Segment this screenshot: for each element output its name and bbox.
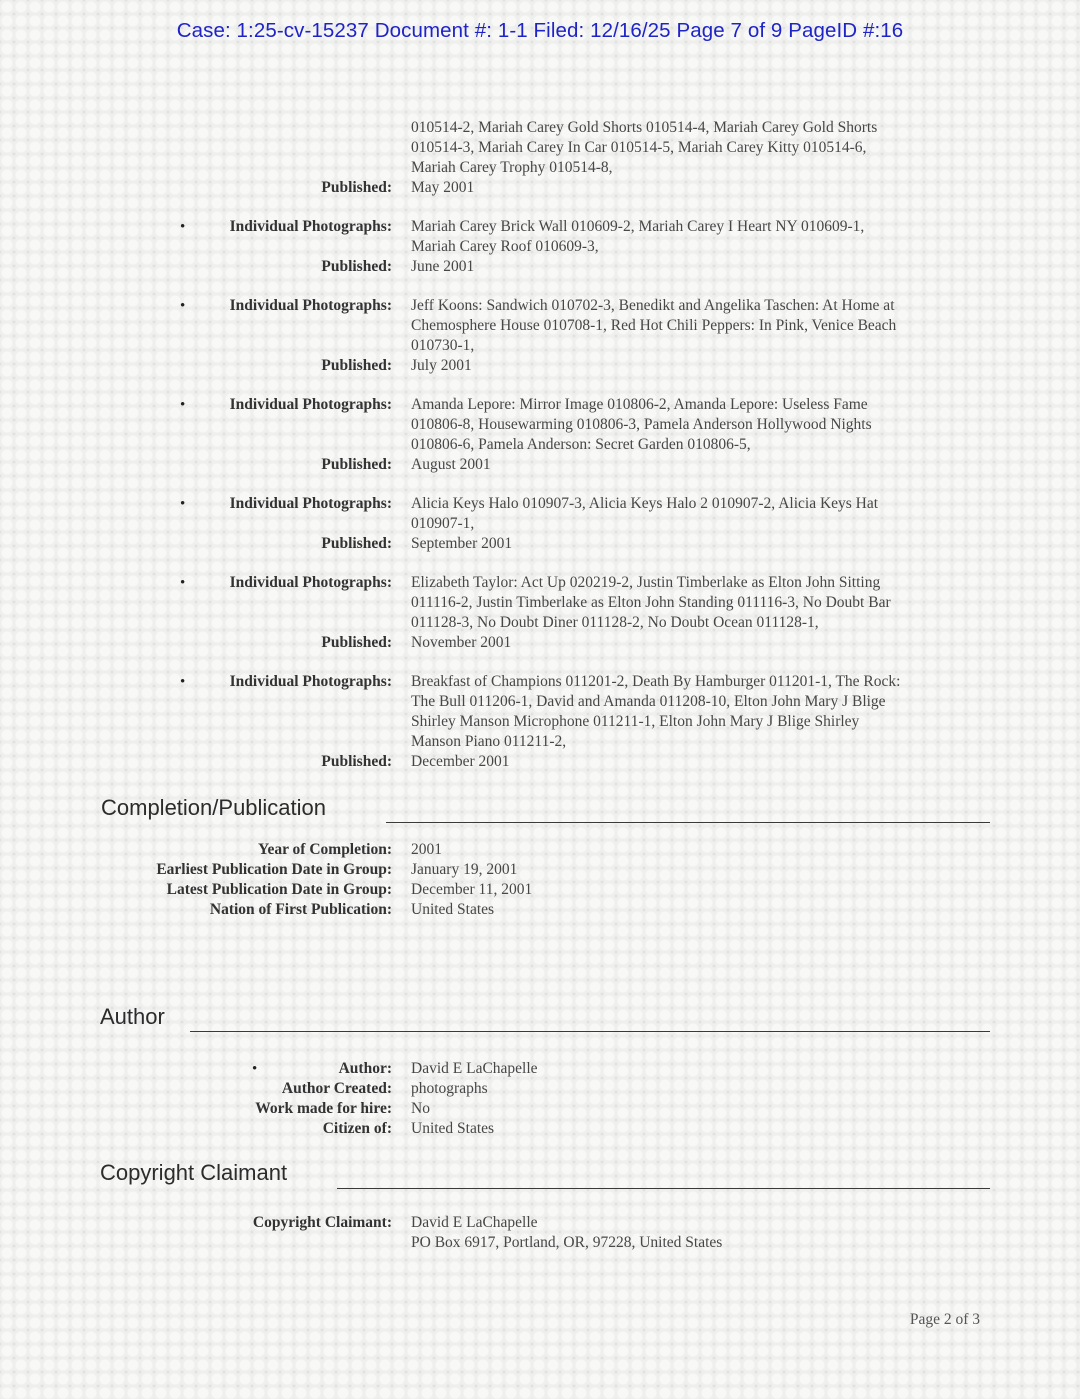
- photo-titles-line: The Bull 011206-1, David and Amanda 011208-10, Elton John Mary J Blige: [411, 693, 886, 710]
- work-for-hire-value: No: [411, 1100, 430, 1117]
- citizen-of-value: United States: [411, 1120, 495, 1137]
- section-rule: [386, 822, 990, 823]
- individual-photographs-label: Individual Photographs:: [229, 673, 392, 690]
- photo-group: [0, 217, 1080, 277]
- photo-titles-line: Mariah Carey Brick Wall 010609-2, Mariah Carey I Heart NY 010609-1,: [411, 218, 865, 235]
- photo-titles-line: Chemosphere House 010708-1, Red Hot Chili Peppers: In Pink, Venice Beach: [411, 317, 897, 334]
- published-label: Published:: [321, 456, 392, 473]
- section-rule: [337, 1188, 990, 1189]
- individual-photographs-label: Individual Photographs:: [229, 218, 392, 235]
- year-of-completion-value: 2001: [411, 841, 442, 858]
- nation-first-publication-label: Nation of First Publication:: [209, 901, 392, 918]
- photo-group: [0, 672, 1080, 772]
- photo-group: [0, 395, 1080, 475]
- claimant-name-value: David E LaChapelle: [411, 1214, 538, 1231]
- claimant-section-title: Copyright Claimant: [100, 1160, 288, 1185]
- author-label: Author:: [338, 1060, 392, 1077]
- bullet-icon: •: [180, 298, 186, 314]
- bullet-icon: •: [252, 1061, 258, 1077]
- earliest-publication-label: Earliest Publication Date in Group:: [156, 861, 392, 878]
- author-value: David E LaChapelle: [411, 1060, 538, 1077]
- claimant-address-value: PO Box 6917, Portland, OR, 97228, United States: [411, 1234, 723, 1251]
- photo-titles-line: Elizabeth Taylor: Act Up 020219-2, Justin Timberlake as Elton John Sitting: [411, 574, 881, 591]
- photo-group-continued: [0, 118, 1080, 198]
- photo-titles-line: Breakfast of Champions 011201-2, Death By Hamburger 011201-1, The Rock:: [411, 673, 901, 690]
- photo-titles-line: Alicia Keys Halo 010907-3, Alicia Keys Halo 2 010907-2, Alicia Keys Hat: [411, 495, 879, 512]
- author-section-title: Author: [100, 1004, 165, 1029]
- page-number: Page 2 of 3: [909, 1311, 980, 1328]
- author-created-value: photographs: [411, 1080, 488, 1097]
- photo-titles-line: 010806-6, Pamela Anderson: Secret Garden 010806-5,: [411, 436, 751, 453]
- photo-titles-line: 010907-1,: [411, 515, 475, 532]
- photo-titles-line: 011116-2, Justin Timberlake as Elton John Standing 011116-3, No Doubt Bar: [411, 594, 891, 611]
- latest-publication-value: December 11, 2001: [411, 881, 533, 898]
- photo-titles-line: Mariah Carey Roof 010609-3,: [411, 238, 599, 255]
- photo-titles-line: Manson Piano 011211-2,: [411, 733, 567, 750]
- photographs-list: [0, 118, 1080, 772]
- published-label: Published:: [321, 179, 392, 196]
- year-of-completion-label: Year of Completion:: [257, 841, 392, 858]
- copyright-claimant-label: Copyright Claimant:: [252, 1214, 392, 1231]
- author-created-label: Author Created:: [281, 1080, 392, 1097]
- photo-titles-line: 010514-3, Mariah Carey In Car 010514-5, Mariah Carey Kitty 010514-6,: [411, 139, 867, 156]
- individual-photographs-label: Individual Photographs:: [229, 396, 392, 413]
- photo-titles-line: 010514-2, Mariah Carey Gold Shorts 010514-4, Mariah Carey Gold Shorts: [411, 119, 878, 136]
- photo-titles-line: 010806-8, Housewarming 010806-3, Pamela Anderson Hollywood Nights: [411, 416, 872, 433]
- photo-titles-line: Jeff Koons: Sandwich 010702-3, Benedikt and Angelika Taschen: At Home at: [411, 297, 895, 314]
- individual-photographs-label: Individual Photographs:: [229, 574, 392, 591]
- photo-group: [0, 296, 1080, 376]
- bullet-icon: •: [180, 219, 186, 235]
- published-value: December 2001: [411, 753, 510, 770]
- photo-titles-line: Amanda Lepore: Mirror Image 010806-2, Amanda Lepore: Useless Fame: [411, 396, 868, 413]
- section-rule: [190, 1031, 990, 1032]
- photo-titles-line: Shirley Manson Microphone 011211-1, Elton John Mary J Blige Shirley: [411, 713, 860, 730]
- individual-photographs-label: Individual Photographs:: [229, 297, 392, 314]
- bullet-icon: •: [180, 674, 186, 690]
- published-label: Published:: [321, 258, 392, 275]
- published-value: September 2001: [411, 535, 513, 552]
- author-details: [0, 1059, 1080, 1139]
- photo-titles-line: 010730-1,: [411, 337, 475, 354]
- earliest-publication-value: January 19, 2001: [411, 861, 518, 878]
- completion-section-title: Completion/Publication: [101, 795, 327, 820]
- claimant-details: [0, 1213, 1080, 1253]
- individual-photographs-label: Individual Photographs:: [229, 495, 392, 512]
- case-header: Case: 1:25-cv-15237 Document #: 1-1 Filed: 12/16/25 Page 7 of 9 PageID #:16: [176, 19, 904, 42]
- work-for-hire-label: Work made for hire:: [255, 1100, 392, 1117]
- bullet-icon: •: [180, 397, 186, 413]
- published-label: Published:: [321, 535, 392, 552]
- published-label: Published:: [321, 634, 392, 651]
- published-value: November 2001: [411, 634, 512, 651]
- published-label: Published:: [321, 357, 392, 374]
- photo-group: [0, 494, 1080, 554]
- photo-titles-line: 011128-3, No Doubt Diner 011128-2, No Doubt Ocean 011128-1,: [411, 614, 819, 631]
- photo-group: [0, 573, 1080, 653]
- latest-publication-label: Latest Publication Date in Group:: [166, 881, 392, 898]
- citizen-of-label: Citizen of:: [322, 1120, 392, 1137]
- published-label: Published:: [321, 753, 392, 770]
- nation-first-publication-value: United States: [411, 901, 495, 918]
- published-value: May 2001: [411, 179, 475, 196]
- completion-details: [0, 840, 1080, 920]
- published-value: June 2001: [411, 258, 475, 275]
- photo-titles-line: Mariah Carey Trophy 010514-8,: [411, 159, 613, 176]
- published-value: July 2001: [411, 357, 472, 374]
- bullet-icon: •: [180, 496, 186, 512]
- published-value: August 2001: [411, 456, 491, 473]
- bullet-icon: •: [180, 575, 186, 591]
